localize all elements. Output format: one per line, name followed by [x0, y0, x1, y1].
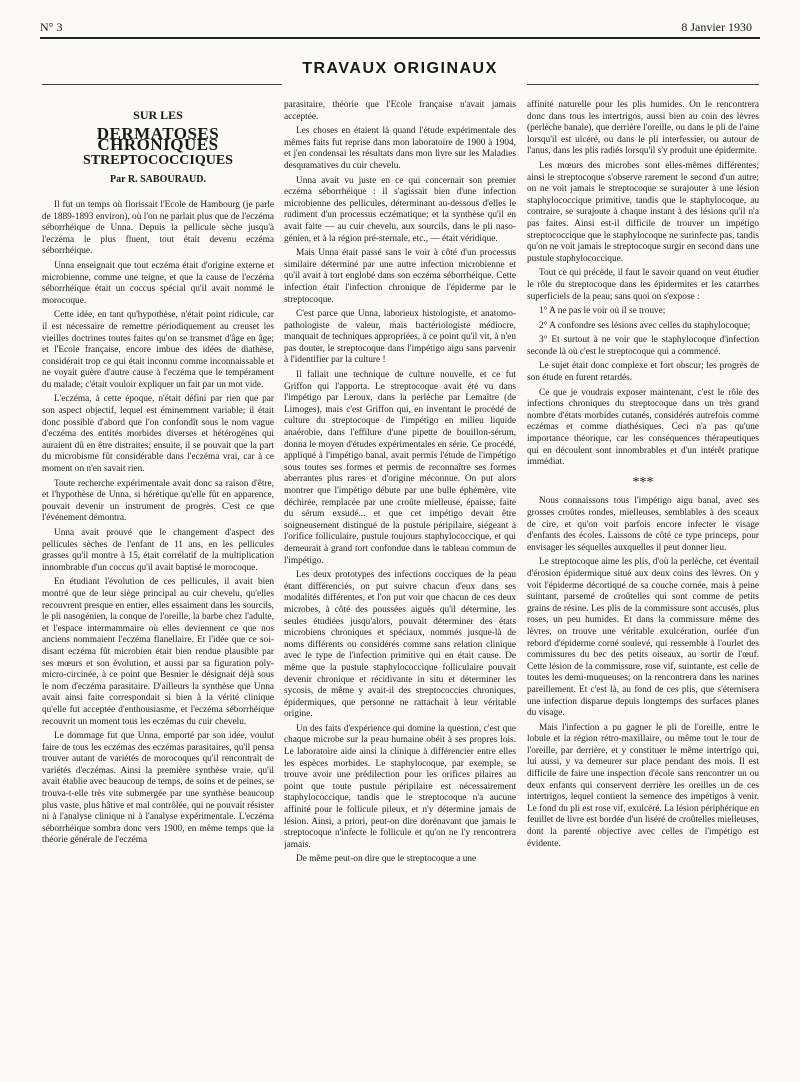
article-title: DERMATOSES CHRONIQUES [96, 123, 220, 155]
paragraph: Tout ce qui précède, il faut le savoir quand on veut étudier le rôle du streptocoque dans les épidermites et les catarrhes superficiels de la peau; sans quoi on s'expose : [527, 268, 759, 302]
title-rule-right [527, 84, 759, 85]
paragraph: Mais Unna était passé sans le voir à côté d'un processus similaire déterminé par une autre infection microbienne et qu'il avait à tort englobé dans son eczéma séborrhéique. Cette infection était l'infection chronique de l'épiderme par le streptocoque. [284, 248, 516, 305]
article-heading [42, 110, 274, 186]
paragraph: 1° A ne pas le voir où il se trouve; [539, 306, 666, 317]
section-separator-asterism: *** [632, 474, 654, 490]
paragraph: Les choses en étaient là quand l'étude expérimentale des mêmes faits fut reprise dans mon laboratoire de 1900 à 1904, et j'en condensai les résultats dans mon livre sur les Maladies desquamatives du cuir chevelu. [284, 126, 516, 171]
article-subtitle: STREPTOCOCCIQUES [83, 152, 233, 168]
header-rule [40, 37, 760, 39]
section-title: TRAVAUX ORIGINAUX [302, 60, 498, 77]
title-rule-left [42, 84, 282, 85]
paragraph: L'eczéma, à cette époque, n'était défini par rien que par son aspect objectif, lequel est éminemment variable; il était donc possible d'abord que l'on confondît sous le nom vague d'eczéma des entités morbides diverses et hétérogènes qui auraient dû en être distraites; ensuite, il se pouvait que la part du microbisme fût considérable dans l'eczéma vrai, car à ce moment on n'en savait rien. [42, 394, 274, 475]
issue-number: N° 3 [40, 20, 63, 34]
paragraph: Il fallait une technique de culture nouvelle, et ce fut Griffon qui l'apporta. Le streptocoque avait été vu dans l'impétigo par Leroux, dans la perlèche par Lemaître (de Limoges), mais c'est Griffon qui, en inventant le procédé de culture du streptocoque de l'impétigo en milieu liquide anaérobie, dans l'effilure d'une pipette de bouillon-sérum, donna le moyen d'études expérimentales en série. Ce procédé, appliqué à l'impétigo banal, avait permis l'étude de l'impétigo sous toutes ses formes et permis de reconnaître ses formes aberrantes plus rares et d'origine méconnue. On put alors montrer que l'impétigo débute par une bulle éphémère, vite déchirée, remplacée par une croûte mielleuse, épaisse, faite du sérum exsudé... et que cet impétigo devait être soigneusement distingué de la pustule péripilaire, siégeant à l'orifice folliculaire, pustule toujours staphylococcique, et qui demeurait à grand tort confondue dans le tableau commun de l'impétigo. [284, 370, 516, 566]
column-3 [527, 100, 759, 1060]
column-1 [42, 100, 274, 1060]
paragraph: Ce que je voudrais exposer maintenant, c'est le rôle des infections chroniques du streptocoque dans un très grand nombre d'états morbides cutanés, considérés autrefois comme eczémas et comme diathésiques. Ceci n'a pas qu'une importance théorique, car les conséquences thérapeutiques qui en découlent sont innombrables et d'un intérêt pratique immédiat. [527, 387, 759, 468]
paragraph: Le dommage fut que Unna, emporté par son idée, voulut faire de tous les eczémas des eczémas parasitaires, qu'il pensa trouver autant de variétés de morocoques qu'il rencontrait de variétés d'eczémas. Ainsi la première synthèse vraie, qu'il avait établie avec beaucoup de temps, de soins et de peines, se trouva-t-elle très vite submergée par une synthèse beaucoup plus vaste, plus hâtive et mal contrôlée, qui ne pouvait résister ni à l'analyse clinique ni à l'analyse expérimentale. L'eczéma séborrhéique sombra donc vers 1900, en même temps que la théorie générale de l'eczéma [42, 731, 274, 846]
paragraph: Il fut un temps où florissait l'Ecole de Hambourg (je parle de 1889-1893 environ), où l'on ne parlait plus que de l'eczéma séborrhéique de Unna. Depuis la pellicule sèche jusqu'à l'eczéma le plus fluent, tout était devenu eczéma séborrhéique. [42, 199, 274, 257]
paragraph: Toute recherche expérimentale avait donc sa raison d'être, et l'hypothèse de Unna, si hérétique qu'elle fût en apparence, pouvait devenir un instrument de progrès. C'est ce que l'événement démontra. [42, 478, 274, 524]
article-pretitle: SUR LES [133, 108, 183, 122]
paragraph: Le streptocoque aime les plis, d'où la perlèche, cet éventail d'érosion épidermique situé aux deux coins des lèvres. On y voit l'épiderme décortiqué de sa couche cornée, mais à peine suintant, parsemé de croûtelles qui sont comme de petits grains de résine. Les plis de la commissure sont accusés, plus roses, un peu humides. Et dans la commissure même des lèvres, on trouve une véritable exulcération, ourlée d'un rebord d'épiderme corné soulevé, qui ressemble à l'ourlet des commissures du bec des petits oiseaux, au sortir de l'œuf. Cette lésion de la commissure, rose vif, suintante, est celle de toutes les demi-muqueuses; on la rencontrera dans les narines pareillement. Et c'est là, au fond de ces plis, que s'éternisera une infection disparue depuis longtemps des surfaces planes du visage. [527, 557, 759, 719]
running-head [40, 20, 752, 36]
article-author: Par R. SABOURAUD. [110, 174, 206, 186]
paragraph: Unna avait vu juste en ce qui concernait son premier eczéma séborrhéique : il s'agissait bien d'une infection microbienne des pellicules, déterminant au-dessous d'elles le rudiment d'un processus eczématique; et la synthèse qu'il en avait faite — au cuir chevelu, aux sourcils, dans le pli naso-génien, et à la région pré-sternale, etc., — était véridique. [284, 175, 516, 244]
paragraph: De même peut-on dire que le streptocoque a une [296, 854, 477, 865]
paragraph: Nous connaissons tous l'impétigo aigu banal, avec ses grosses croûtes rondes, mielleuses, semblables à des sceaux de cire, et qu'on voit parfois encore infecter le visage d'enfants des écoles. Laissons de côté ce type princeps, pour envisager les séquelles auxquelles il peut donner lieu. [527, 496, 759, 553]
paragraph: Les deux prototypes des infections cocciques de la peau étant différenciés, on put suivre chacun d'eux dans ses modalités différentes, et l'on put voir que chacun de ces deux microbes, à côté des poussées aiguës qu'il détermine, les seules étudiées jusqu'alors, pouvait déterminer des états microbiens chroniques et spéciaux, nommés jusque-là de noms différents ou considérés comme sans relation clinique avec le type de l'infection primitive qui en était cause. De même que la pustule staphylococcique folliculaire pouvait devenir chronique et récidivante in situ et déterminer les sycosis, de même y avait-il des streptococcies chroniques, épidermiques, que personne ne rattachait à leur véritable origine. [284, 570, 516, 720]
paragraph: Mais l'infection a pu gagner le pli de l'oreille, entre le lobule et la région rétro-maxillaire, ou même tout le tour de l'oreille, par derrière, et y constituer le même intertrigo qui, lui aussi, y va demeurer sur place pendant des mois. Il est difficile de faire une inspection d'école sans rencontrer un ou deux enfants qui conservent derrière les oreilles un de ces intertrigos, lequel contient la semence des impétigos à venir. Le fond du pli est rose vif, exulcéré. La lésion périphérique en feuillet de livre est bordée d'un liséré de croûtelles mielleuses, dont la parenté objective avec celles de l'impétigo est évidente. [527, 722, 759, 849]
paragraph: C'est parce que Unna, laborieux histologiste, et anatomo-pathologiste de valeur, mais bactériologiste médiocre, manquait de techniques appropriées, à ce point qu'il vit, à n'en pas douter, le streptocoque dans l'impétigo aigu sans parvenir à l'identifier par la culture ! [284, 309, 516, 366]
paragraph: Le sujet était donc complexe et fort obscur; les progrès de son étude en furent retardés. [527, 361, 759, 384]
paragraph: Les mœurs des microbes sont elles-mêmes différentes; ainsi le streptocoque s'observe rarement le second d'un autre; on ne voit jamais le streptocoque se surajouter à une lésion staphylococcique primitive, tandis que le staphylocoque, au contraire, se surajoute à chaque instant à des lésions qu'il n'a pas faites. Ainsi est-il difficile de trouver un impétigo streptococcique que le staphylocoque ne surinfecte pas, tandis qu'on ne voit jamais le streptocoque surgir en second dans une pustule staphylococcique. [527, 160, 759, 264]
issue-date: 8 Janvier 1930 [681, 20, 752, 34]
paragraph: parasitaire, théorie que l'Ecole française n'avait jamais acceptée. [284, 100, 516, 122]
column-2 [284, 100, 516, 1060]
paragraph: Cette idée, en tant qu'hypothèse, n'était point ridicule, car il est nécessaire de remettre périodiquement au creuset les vieilles doctrines toutes faites qu'on se transmet d'âge en âge; et l'Ecole française, encore imbue des idées de diathèse, considérait trop ce qui était inconnu comme inconnaissable et ne voyait guère d'autre cause à l'eczéma que le tempérament du malade; c'était vouloir expliquer un fait par un mot vide. [42, 310, 274, 390]
paragraph: 3° Et surtout à ne voir que le staphylocoque d'infection seconde là où c'est le streptocoque qui a commencé. [527, 335, 759, 357]
paragraph: affinité naturelle pour les plis humides. On le rencontrera donc dans tous les intertrigos, aussi bien au coin des lèvres (perlèche banale), que derrière l'oreille, ou dans le pli de l'aine lorsqu'il est ulcéré, ou dans le pli interfessier, ou autour de l'anus, dans les plis radiés lorsqu'il s'y produit une épidermite. [527, 100, 759, 157]
paragraph: Unna avait prouvé que le changement d'aspect des pellicules sèches de l'enfant de 11 ans, en les pellicules grasses qu'il montre à 15, était corrélatif de la multiplication innombrable d'un coccus qu'il avait baptisé le morocoque. [42, 528, 274, 573]
paragraph: Un des faits d'expérience qui domine la question, c'est que chaque microbe sur la peau humaine obéit à ses propres lois. Le laboratoire aide ainsi la clinique à différencier entre elles les espèces morbides. Le staphylocoque, par exemple, se trouve avoir une prédilection pour les orifices pilaires au point que toute pustule péripilaire est nécessairement staphylococcique, tandis que le streptocoque n'a aucune affinité pour le follicule pileux, et n'y détermine jamais de lésion. Ainsi, a priori, peut-on dire dorénavant que jamais le streptocoque n'infecte le follicule et qu'on ne l'y rencontrera jamais. [284, 723, 516, 850]
paragraph: Unna enseignait que tout eczéma était d'origine externe et microbienne, comme une teigne, et que la cause de l'eczéma séborrhéique était un coccus spécial qu'il avait nommé le morocoque. [42, 260, 274, 306]
paragraph: En étudiant l'évolution de ces pellicules, il avait bien montré que de leur siège principal au cuir chevelu, qu'elles recouvrent presque en entier, elles essaiment dans les sourcils, le pli nasogénien, la conque de l'oreille, la barbe chez l'adulte, et l'espace intermammaire où elles deviennent ce que nos anciens nommaient l'eczéma flanellaire. Et l'idée que ce soi-disant eczéma fût microbien était bien rendue plausible par ses mœurs et son évolution, et aussi par sa figuration poly-micro-circinée, à ce point que Besnier le désignait déjà sous le nom d'eczéma parasitaire. D'ailleurs la synthèse que Unna avait ainsi faite correspondait si bien à la vérité clinique qu'elle fut acceptée d'enthousiasme, et l'eczéma séborrhéique recouvrit un moment tous les eczémas du cuir chevelu. [42, 577, 274, 727]
paragraph: 2° A confondre ses lésions avec celles du staphylocoque; [539, 320, 751, 331]
